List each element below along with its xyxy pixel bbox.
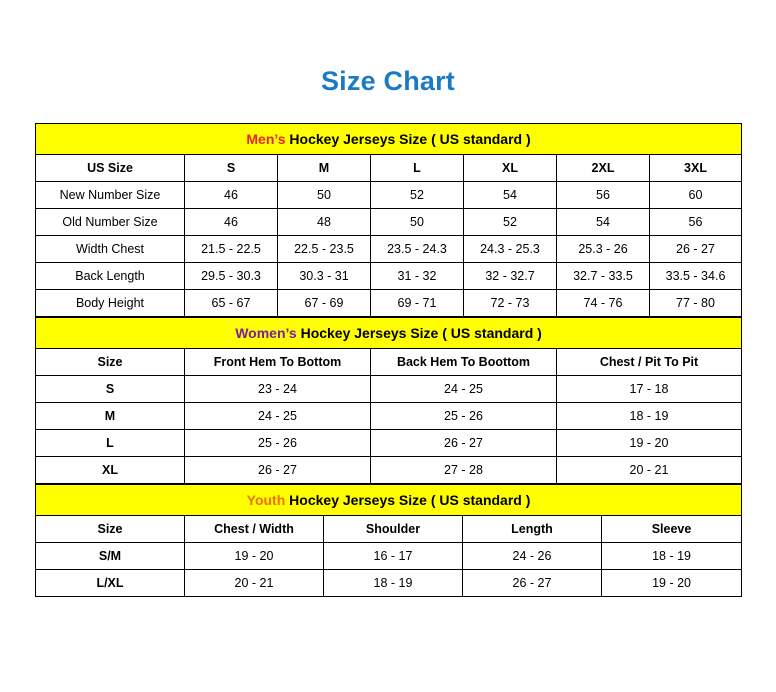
table-row — [36, 403, 742, 430]
mens-col-header: S — [185, 155, 278, 182]
womens-cell: 27 - 28 — [371, 457, 557, 484]
mens-cell: 31 - 32 — [371, 263, 464, 290]
womens-band-rest: Hockey Jerseys Size ( US standard ) — [296, 325, 542, 341]
mens-row-label: New Number Size — [36, 182, 185, 209]
youth-row-label: L/XL — [36, 570, 185, 597]
mens-header-row — [36, 155, 742, 182]
youth-row-label: S/M — [36, 543, 185, 570]
mens-cell: 33.5 - 34.6 — [650, 263, 742, 290]
youth-cell: 20 - 21 — [185, 570, 324, 597]
page-title: Size Chart — [320, 66, 456, 96]
mens-cell: 50 — [371, 209, 464, 236]
youth-cell: 19 - 20 — [185, 543, 324, 570]
mens-cell: 72 - 73 — [464, 290, 557, 317]
mens-col-header: L — [371, 155, 464, 182]
womens-band-row — [36, 318, 742, 349]
mens-cell: 46 — [185, 209, 278, 236]
womens-cell: 23 - 24 — [185, 376, 371, 403]
mens-cell: 56 — [650, 209, 742, 236]
youth-cell: 16 - 17 — [324, 543, 463, 570]
mens-row-label: Back Length — [36, 263, 185, 290]
tables-container — [35, 123, 741, 597]
womens-cell: 24 - 25 — [185, 403, 371, 430]
table-row — [36, 570, 742, 597]
womens-row-label: S — [36, 376, 185, 403]
mens-col-header: US Size — [36, 155, 185, 182]
mens-col-header: XL — [464, 155, 557, 182]
mens-band-accent: Men’s — [246, 131, 286, 147]
youth-band-accent: Youth — [246, 492, 286, 508]
womens-cell: 26 - 27 — [371, 430, 557, 457]
mens-cell: 21.5 - 22.5 — [185, 236, 278, 263]
mens-cell: 48 — [278, 209, 371, 236]
mens-cell: 52 — [371, 182, 464, 209]
table-row — [36, 263, 742, 290]
mens-row-label: Old Number Size — [36, 209, 185, 236]
womens-col-header: Front Hem To Bottom — [185, 349, 371, 376]
mens-col-header: 3XL — [650, 155, 742, 182]
womens-size-table — [35, 317, 742, 484]
mens-cell: 65 - 67 — [185, 290, 278, 317]
mens-band-cell — [36, 124, 742, 155]
youth-band-cell — [36, 485, 742, 516]
womens-cell: 25 - 26 — [185, 430, 371, 457]
womens-cell: 26 - 27 — [185, 457, 371, 484]
womens-header-row — [36, 349, 742, 376]
womens-cell: 24 - 25 — [371, 376, 557, 403]
youth-band-row — [36, 485, 742, 516]
womens-row-label: M — [36, 403, 185, 430]
youth-col-header: Chest / Width — [185, 516, 324, 543]
womens-row-label: XL — [36, 457, 185, 484]
mens-cell: 22.5 - 23.5 — [278, 236, 371, 263]
mens-cell: 25.3 - 26 — [557, 236, 650, 263]
mens-col-header: 2XL — [557, 155, 650, 182]
mens-cell: 24.3 - 25.3 — [464, 236, 557, 263]
youth-band-rest: Hockey Jerseys Size ( US standard ) — [285, 492, 531, 508]
youth-col-header: Sleeve — [602, 516, 742, 543]
youth-cell: 19 - 20 — [602, 570, 742, 597]
mens-cell: 67 - 69 — [278, 290, 371, 317]
table-row — [36, 376, 742, 403]
youth-cell: 26 - 27 — [463, 570, 602, 597]
womens-cell: 19 - 20 — [557, 430, 742, 457]
table-row — [36, 209, 742, 236]
mens-cell: 69 - 71 — [371, 290, 464, 317]
womens-cell: 18 - 19 — [557, 403, 742, 430]
womens-row-label: L — [36, 430, 185, 457]
mens-cell: 29.5 - 30.3 — [185, 263, 278, 290]
mens-cell: 54 — [557, 209, 650, 236]
mens-cell: 32 - 32.7 — [464, 263, 557, 290]
mens-band-rest: Hockey Jerseys Size ( US standard ) — [285, 131, 531, 147]
mens-cell: 77 - 80 — [650, 290, 742, 317]
womens-col-header: Chest / Pit To Pit — [557, 349, 742, 376]
table-row — [36, 457, 742, 484]
mens-cell: 46 — [185, 182, 278, 209]
womens-cell: 17 - 18 — [557, 376, 742, 403]
mens-row-label: Width Chest — [36, 236, 185, 263]
table-row — [36, 543, 742, 570]
mens-cell: 52 — [464, 209, 557, 236]
mens-col-header: M — [278, 155, 371, 182]
youth-col-header: Length — [463, 516, 602, 543]
mens-cell: 30.3 - 31 — [278, 263, 371, 290]
womens-col-header: Back Hem To Boottom — [371, 349, 557, 376]
youth-cell: 24 - 26 — [463, 543, 602, 570]
table-row — [36, 430, 742, 457]
table-row — [36, 182, 742, 209]
womens-cell: 25 - 26 — [371, 403, 557, 430]
mens-cell: 32.7 - 33.5 — [557, 263, 650, 290]
table-row — [36, 236, 742, 263]
youth-cell: 18 - 19 — [324, 570, 463, 597]
mens-cell: 54 — [464, 182, 557, 209]
mens-cell: 56 — [557, 182, 650, 209]
mens-row-label: Body Height — [36, 290, 185, 317]
mens-cell: 23.5 - 24.3 — [371, 236, 464, 263]
youth-col-header: Size — [36, 516, 185, 543]
table-row — [36, 290, 742, 317]
youth-size-table — [35, 484, 742, 597]
mens-band-row — [36, 124, 742, 155]
youth-header-row — [36, 516, 742, 543]
womens-band-cell — [36, 318, 742, 349]
mens-cell: 74 - 76 — [557, 290, 650, 317]
mens-size-table — [35, 123, 742, 317]
youth-cell: 18 - 19 — [602, 543, 742, 570]
womens-cell: 20 - 21 — [557, 457, 742, 484]
womens-band-accent: Women’s — [235, 325, 297, 341]
youth-col-header: Shoulder — [324, 516, 463, 543]
womens-col-header: Size — [36, 349, 185, 376]
mens-cell: 26 - 27 — [650, 236, 742, 263]
mens-cell: 60 — [650, 182, 742, 209]
mens-cell: 50 — [278, 182, 371, 209]
